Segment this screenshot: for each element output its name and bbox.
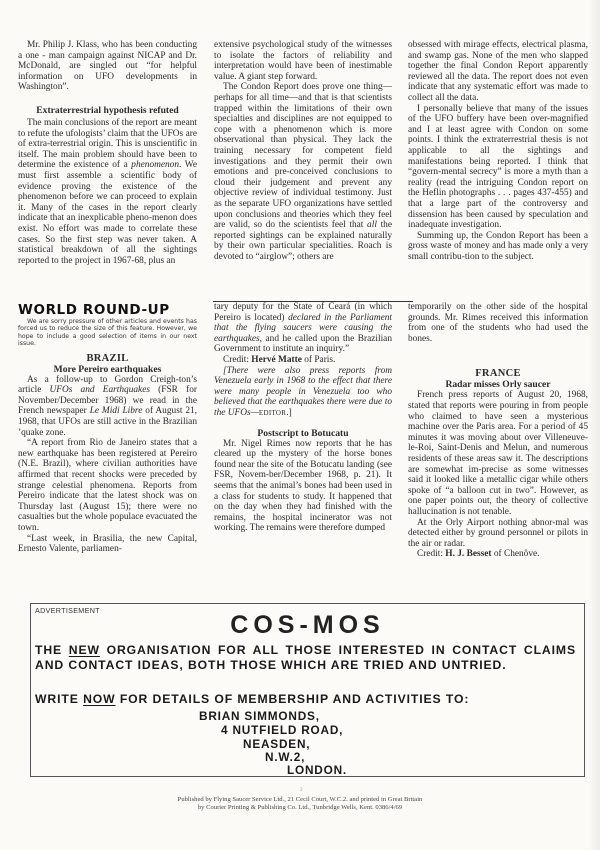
- paragraph-rimes: Mr. Nigel Rimes now reports that he has cleared up the mystery of the horse bones found near the site of the Botucatu landing (see FSR, Novem-ber/December 1968, p. 21). It seems that the animal’s bones had been used in a class for students to study. It happened that on the day when they had finished with the remains, the hospital incinerator was not working. The remains were therefore dumped: [214, 438, 392, 534]
- roundup-column-1: [18, 303, 197, 555]
- paragraph-mirage: obsessed with mirage effects, electrical plasma, and swamp gas. None of the men who slapped together the final Condon Report apparently reviewed all the data. The report does not even indicate that any systematic effort was made to collect all the data.: [408, 40, 588, 103]
- address-line-name: BRIAN SIMMONDS,: [199, 709, 320, 723]
- article-column-3: [408, 40, 588, 262]
- page-edge-shadow: [588, 0, 600, 850]
- credit-brazil: Credit: Hervé Matte of Paris.: [223, 354, 336, 365]
- paragraph-rio-report: “A report from Rio de Janeiro states that a new earthquake has been registered at Pereiro (N.E. Brazil), where civilian authorities have affirmed that recent shocks were preceded by strange celestial phenomena. Reports from Pereiro indicate that the latest shock was on Thursday last (August 15); there were no casualties but the whole populace evacuated the town.: [18, 438, 198, 533]
- paragraph-condon-proves: The Condon Report does prove one thing—perhaps for all time—and that is that scientists trapped within the limitations of their own specialties and disciplines are not equipped to cope with a phenomenon which is more observational than physical. They lack the training necessary for competent field investigations and they permit their own emotions and pre-conceived conclusions to cloud their judgement and prevent any objective review of individual testimony. Just as the separate UFO organizations have settled upon conclusions and theories which they feel are valid, so do the scientists feel that all the reported sightings can be explained naturally by their own particular specialities. Roach is devoted to “airglow”; others are: [214, 82, 392, 262]
- subhead-pereiro: More Pereiro earthquakes: [53, 363, 162, 375]
- advertisement-box: [30, 603, 585, 777]
- address-line-city: LONDON.: [287, 763, 347, 777]
- address-line-postcode: N.W.2,: [265, 750, 306, 764]
- paragraph-psychological-study: extensive psychological study of the witnesses to isolate the factors of reliability and interpretation would have been of inestimable value. A giant step forward.: [214, 40, 392, 82]
- paragraph-follow-up: As a follow-up to Gordon Creigh-ton’s article UFOs and Earthquakes (FSR for November/December 1968) we read in the French newspaper Le Midi Libre of August 21, 1968, that UFOs are still active in the Brazilian ’quake zone.: [18, 374, 197, 438]
- roundup-editor-note: We are sorry pressure of other articles and events has forced us to reduce the size of this feature. However, we hope to include a good selection of items in our next issue.: [18, 318, 197, 348]
- address-line-street: 4 NUTFIELD ROAD,: [221, 723, 344, 737]
- paragraph-orly-airport: At the Orly Airport nothing abnor-mal was detected either by ground personnel or pilots in the air or radar.: [408, 517, 588, 549]
- article-column-2: [214, 40, 392, 262]
- subhead-orly: Radar misses Orly saucer: [445, 379, 551, 391]
- roundup-column-3: [408, 302, 588, 560]
- paragraph-deputy: tary deputy for the State of Ceará (in which Pereiro is located) declared in the Parliament that the flying saucers were causing the earthquakes, and he called upon the Brazilian Government to institute an inquiry.”: [214, 302, 393, 355]
- country-heading-brazil: BRAZIL: [86, 352, 129, 364]
- paragraph-personal-belief: I personally believe that many of the issues of the UFO buffery have been over-magnified and I at least agree with Condon on some points. I think the extraterrestrial thesis is not applicable to all the sightings and manifestations being reported. I think that “govern-mental secrecy” is more a myth than a reality (read the intriguing Condon report on the Heflin photographs . . . pages 437-455) and that a large part of the controversy and dissension has been caused by speculation and inadequate investigation.: [408, 103, 588, 231]
- paragraph-summing-up: Summing up, the Condon Report has been a gross waste of money and has made only a very small contribu-tion to the subject.: [408, 230, 588, 262]
- advertisement-call-to-action: WRITE NOW FOR DETAILS OF MEMBERSHIP AND ACTIVITIES TO:: [35, 692, 470, 706]
- publisher-imprint: Published by Flying Saucer Service Ltd., 21 Cecil Court, W.C.2. and printed in Great Britain by Courier Printing & Publishing Co. Ltd., Tunbridge Wells, Kent. 0386/4/69: [177, 796, 423, 811]
- paragraph-french-press: French press reports of August 20, 1968, stated that reports were pouring in from people who claimed to have seen a mysterious machine over the Paris area. For a period of 45 minutes it was moving about over Villeneuve-le-Roi, Saint-Denis and Melun, and numerous residents of these areas saw it. The descriptions are somewhat im-precise as some witnesses said it looked like a metallic cigar while others spoke of “a balloon cut in two”. However, as one paper points out, the theory of collective hallucination is not tenable.: [408, 390, 588, 517]
- editor-note-venezuela: [There were also press reports from Venezuela early in 1968 to the effect that there were many people in Venezuela too who believed that the earthquakes there were due to the UFOs—EDITOR.]: [214, 365, 392, 418]
- subhead-botucatu: Postscript to Botucatu: [257, 427, 349, 439]
- advertisement-body: THE NEW ORGANISATION FOR ALL THOSE INTERESTED IN CONTACT CLAIMS AND CONTACT IDEAS, BOTH THOSE WHICH ARE TRIED AND UNTRIED.: [35, 643, 576, 672]
- roundup-column-2: [214, 302, 392, 534]
- credit-france: Credit: H. J. Besset of Chenôve.: [417, 549, 540, 560]
- subhead-extraterrestrial: Extraterrestrial hypothesis refuted: [36, 104, 179, 116]
- page-number: 2: [300, 788, 303, 793]
- world-roundup-title: WORLD ROUND-UP: [18, 302, 170, 318]
- country-heading-france: FRANCE: [475, 368, 521, 380]
- advertisement-title: COS-MOS: [230, 611, 385, 639]
- paragraph-brasilia: “Last week, in Brasilia, the new Capital, Ernesto Valente, parliamen-: [18, 533, 197, 555]
- article-column-1: [18, 40, 197, 266]
- advertisement-label: ADVERTISEMENT: [35, 606, 100, 615]
- address-line-district: NEASDEN,: [243, 737, 311, 751]
- paragraph-bones: temporarily on the other side of the hospital grounds. Mr. Rimes received this information from one of the students who had used the bones.: [408, 302, 588, 344]
- paragraph-klass: Mr. Philip J. Klass, who has been conducting a one - man campaign against NICAP and Dr. McDonald, are singled out “for helpful information on UFO developments in Washington”.: [18, 40, 197, 93]
- paragraph-conclusions: The main conclusions of the report are meant to refute the ufologists’ claim that the UFOs are of extra-terrestrial origin. This is unscientific in itself. The main problem should have been to determine the existence of a phenomenon. We must first assemble a scientific body of evidence proving the existence of the phenomenon before we can proceed to explain it. Many of the cases in the report clearly indicate that an inexplicable pheno-menon does exist. No effort was made to correlate these cases. So the first step was never taken. A statistical breakdown of all the sightings reported to the project in 1967-68, plus an: [18, 117, 197, 266]
